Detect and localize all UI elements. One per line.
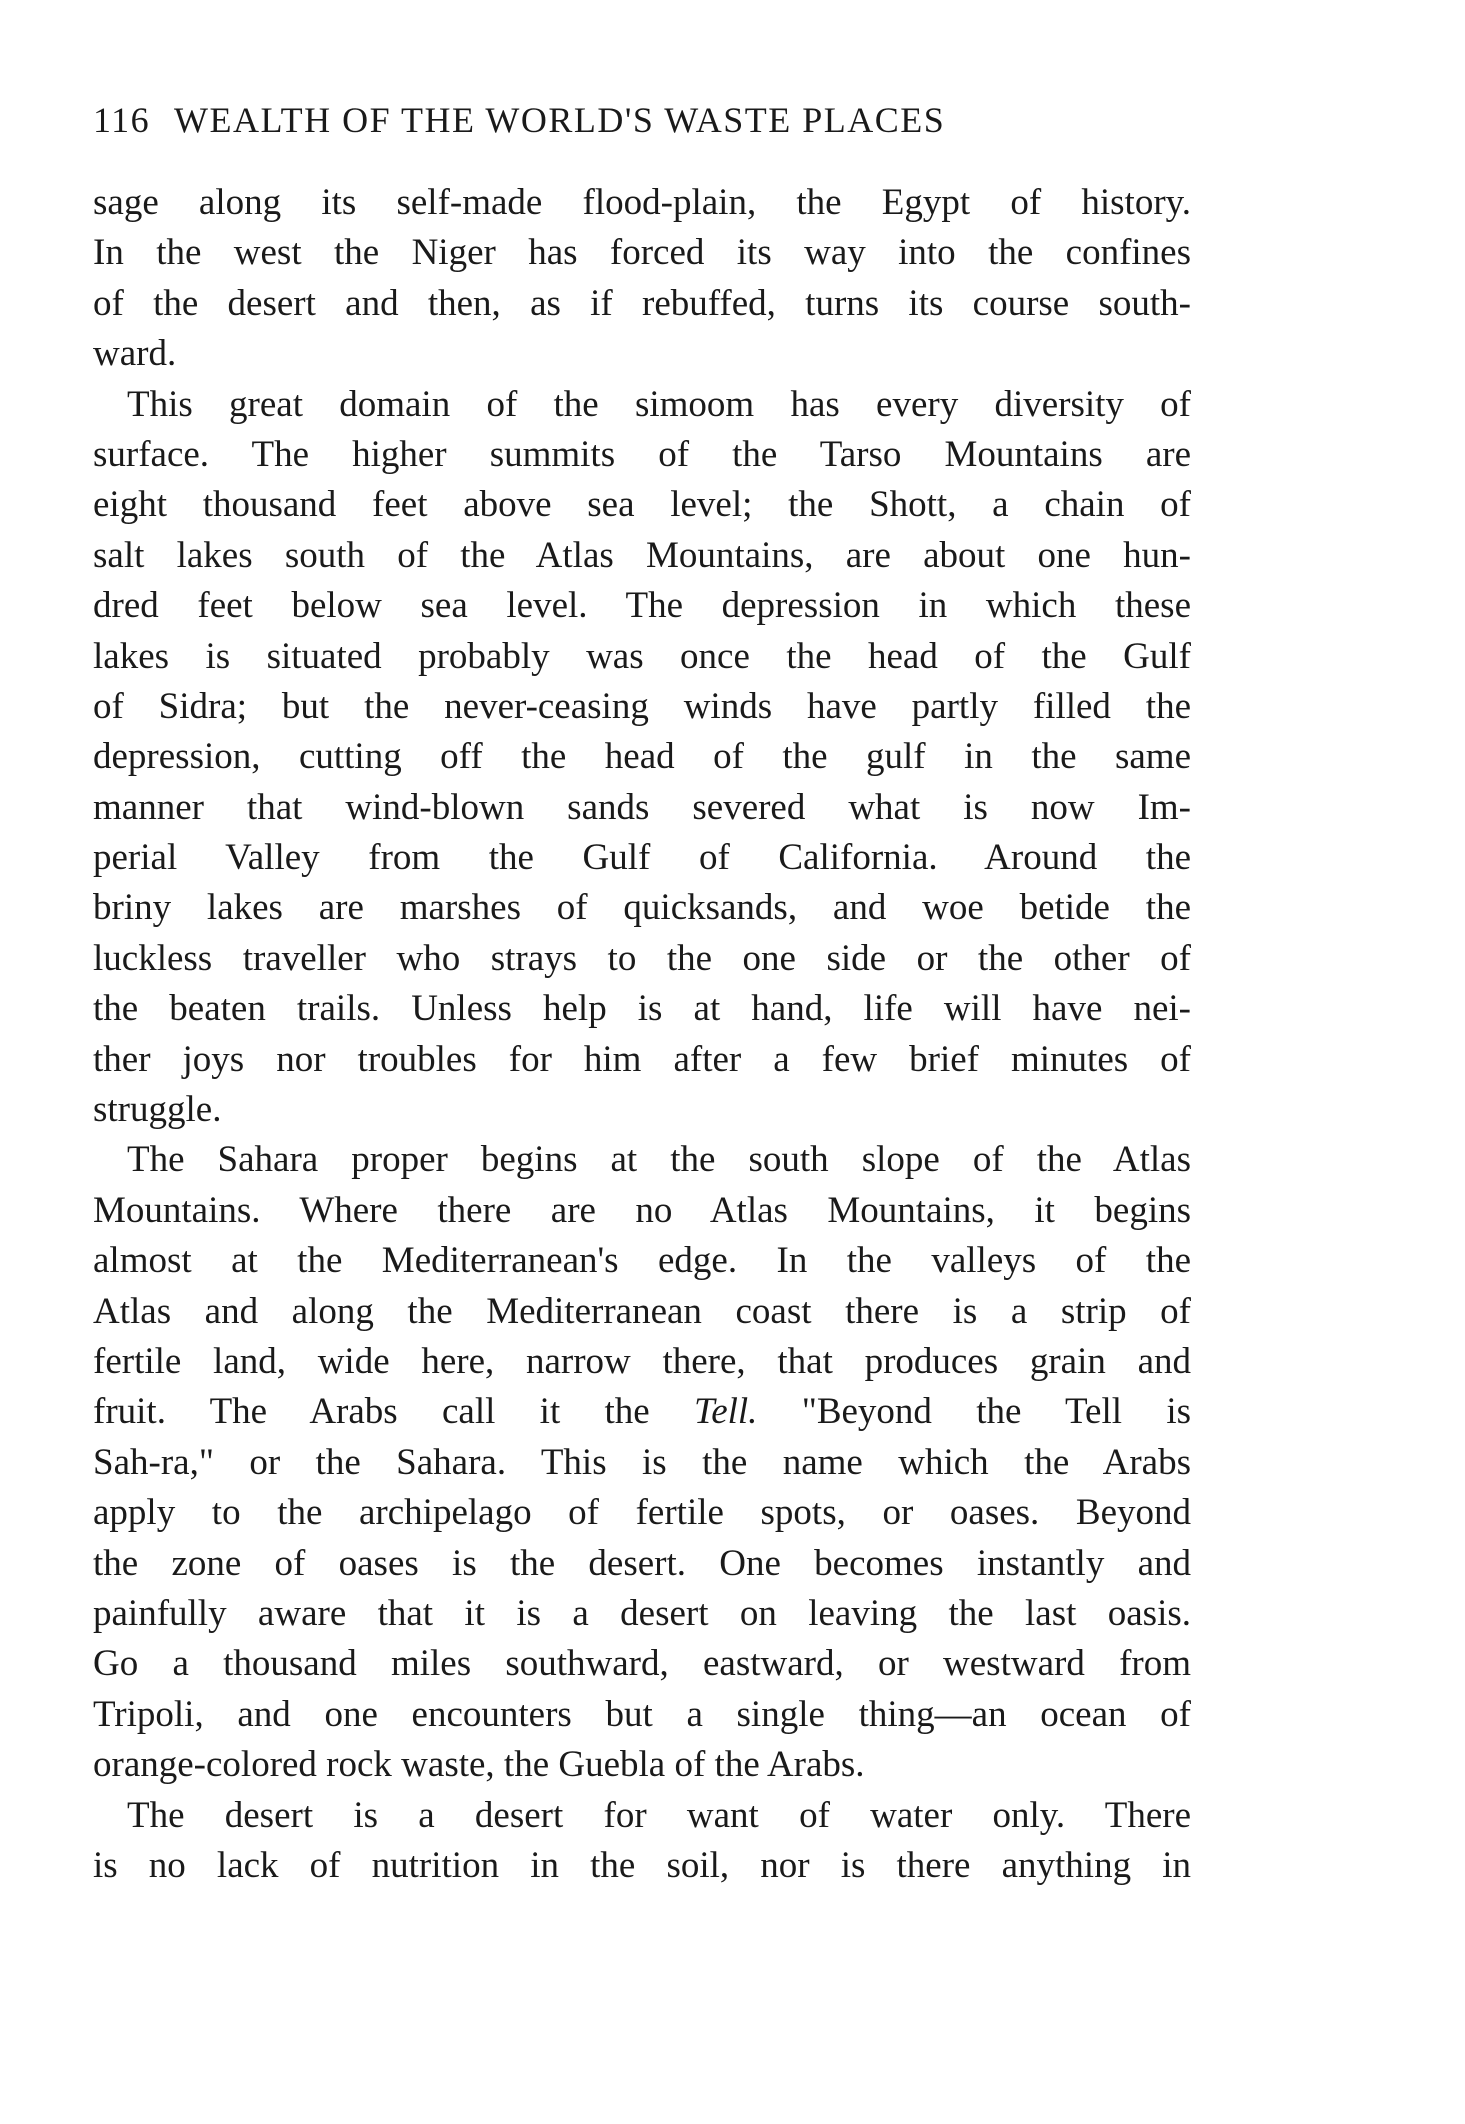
text-line: ward.: [93, 333, 177, 375]
text-line: In the west the Niger has forced its way into the confines: [93, 232, 1191, 274]
text-line: of Sidra; but the never-ceasing winds have partly filled the: [93, 685, 1191, 727]
text-line: the beaten trails. Unless help is at hand, life will have nei-: [93, 988, 1191, 1030]
text-line: Atlas and along the Mediterranean coast there is a strip of: [93, 1290, 1191, 1332]
text-line: eight thousand feet above sea level; the Shott, a chain of: [93, 484, 1191, 526]
text-line: the zone of oases is the desert. One becomes instantly and: [93, 1542, 1191, 1584]
text-line: surface. The higher summits of the Tarso Mountains are: [93, 433, 1191, 475]
text-line: fruit. The Arabs call it the Tell. "Beyond the Tell is: [93, 1391, 1191, 1433]
text-line: dred feet below sea level. The depression in which these: [93, 585, 1191, 627]
text-line: painfully aware that it is a desert on leaving the last oasis.: [93, 1592, 1191, 1634]
text-line: depression, cutting off the head of the gulf in the same: [93, 736, 1191, 778]
text-line: is no lack of nutrition in the soil, nor is there anything in: [93, 1844, 1191, 1886]
text-line: ther joys nor troubles for him after a few brief minutes of: [93, 1038, 1191, 1080]
text-line: of the desert and then, as if rebuffed, turns its course south-: [93, 282, 1191, 324]
text-line: The desert is a desert for want of water only. There: [127, 1794, 1191, 1836]
text-line: orange-colored rock waste, the Guebla of the Arabs.: [93, 1744, 865, 1786]
text-line: struggle.: [93, 1089, 222, 1131]
running-header: [93, 98, 1193, 142]
text-line: fertile land, wide here, narrow there, that produces grain and: [93, 1340, 1191, 1382]
text-line: salt lakes south of the Atlas Mountains, are about one hun-: [93, 534, 1191, 576]
text-line: Mountains. Where there are no Atlas Mountains, it begins: [93, 1189, 1191, 1231]
text-line: lakes is situated probably was once the head of the Gulf: [93, 635, 1191, 677]
page-number: 116: [93, 100, 151, 140]
italic-term: Tell.: [694, 1391, 758, 1433]
text-line: This great domain of the simoom has every diversity of: [127, 383, 1191, 425]
text-line: sage along its self-made flood-plain, the Egypt of history.: [93, 182, 1191, 223]
text-line: Sah-ra," or the Sahara. This is the name which the Arabs: [93, 1441, 1191, 1483]
text-line: Tripoli, and one encounters but a single thing—an ocean of: [93, 1693, 1191, 1735]
text-line: briny lakes are marshes of quicksands, and woe betide the: [93, 887, 1191, 929]
body-text: [93, 178, 1191, 1891]
text-line: luckless traveller who strays to the one side or the other of: [93, 937, 1191, 979]
text-line: apply to the archipelago of fertile spots, or oases. Beyond: [93, 1492, 1191, 1534]
text-line: almost at the Mediterranean's edge. In the valleys of the: [93, 1240, 1191, 1282]
text-line: Go a thousand miles southward, eastward, or westward from: [93, 1643, 1191, 1685]
text-line: The Sahara proper begins at the south slope of the Atlas: [127, 1139, 1191, 1181]
running-title: WEALTH OF THE WORLD'S WASTE PLACES: [174, 100, 946, 140]
text-line: manner that wind-blown sands severed what is now Im-: [93, 786, 1191, 828]
text-line: perial Valley from the Gulf of California. Around the: [93, 837, 1191, 879]
